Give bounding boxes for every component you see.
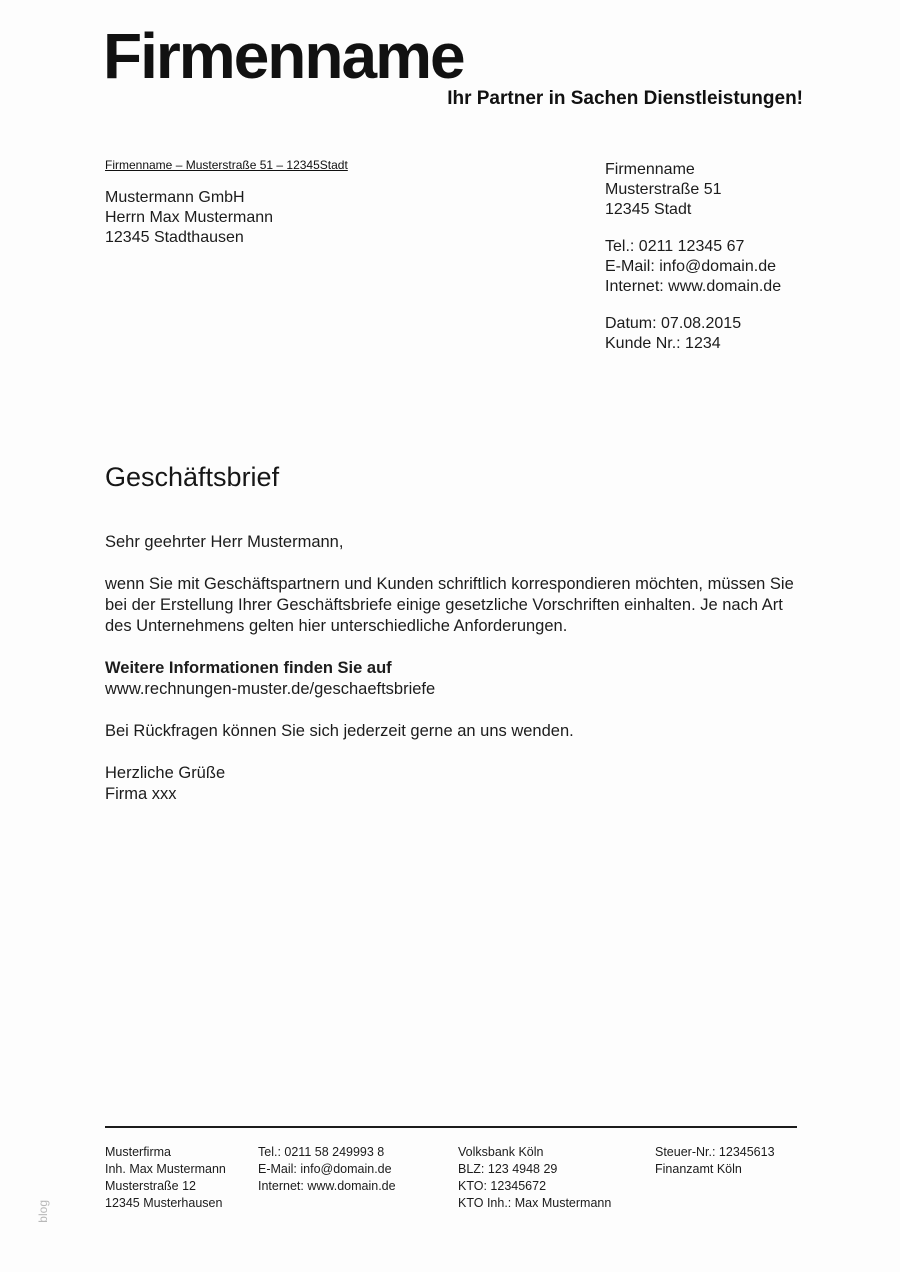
company-name: Firmenname [103,20,464,92]
footer-line: Volksbank Köln [458,1145,544,1159]
sender-contact [605,237,781,297]
salutation: Sehr geehrter Herr Mustermann, [105,533,344,551]
closing-block [105,763,797,805]
recipient-line: 12345 Stadthausen [105,229,244,246]
recipient-address-block [105,188,273,248]
footer-line: Musterstraße 12 [105,1179,197,1193]
letter-meta [605,314,781,354]
info-heading: Weitere Informationen finden Sie auf [105,659,392,677]
footer-tax-column [655,1144,797,1212]
footer-line: KTO: 12345672 [458,1179,547,1193]
sender-email: E-Mail: info@domain.de [605,258,776,275]
body-paragraph: wenn Sie mit Geschäftspartnern und Kunden schriftlich korrespondieren möchten, müssen Sie bei der Erstellung Ihrer Geschäftsbriefe einige gesetzliche Vorschriften einhalten. Je nach Art des Unternehmens gelten hier unterschiedliche Anforderungen. [105,575,794,635]
footer-line: Inh. Max Mustermann [105,1162,226,1176]
blog-watermark: blog [36,1200,50,1223]
footer-line: Steuer-Nr.: 12345613 [655,1145,775,1159]
closing-line: Herzliche Grüße [105,764,226,782]
footer-bank-column [458,1144,655,1212]
footer-company-column [105,1144,258,1212]
footer-line: E-Mail: info@domain.de [258,1162,392,1176]
letter-subject: Geschäftsbrief [105,462,280,492]
recipient-line: Mustermann GmbH [105,189,245,206]
sender-phone: Tel.: 0211 12345 67 [605,238,745,255]
footer-line: Finanzamt Köln [655,1162,742,1176]
info-url: www.rechnungen-muster.de/geschaeftsbriefe [105,680,436,698]
customer-number: Kunde Nr.: 1234 [605,335,721,352]
sender-address [605,160,781,220]
footer-line: BLZ: 123 4948 29 [458,1162,558,1176]
recipient-line: Herrn Max Mustermann [105,209,274,226]
signature-line: Firma xxx [105,785,177,803]
company-tagline: Ihr Partner in Sachen Dienstleistungen! [447,88,803,109]
sender-address-line: Musterstraße 51 [605,181,722,198]
sender-website: Internet: www.domain.de [605,278,782,295]
footer-line: Internet: www.domain.de [258,1179,396,1193]
body-paragraph: Bei Rückfragen können Sie sich jederzeit gerne an uns wenden. [105,722,574,740]
letter-date: Datum: 07.08.2015 [605,315,742,332]
letter-body [105,532,797,805]
sender-info-block [605,160,781,371]
footer-line: KTO Inh.: Max Mustermann [458,1196,612,1210]
sender-return-address: Firmenname – Musterstraße 51 – 12345Stadt [105,158,348,172]
sender-address-line: Firmenname [605,161,695,178]
footer-contact-column [258,1144,458,1212]
letter-footer [105,1126,797,1212]
sender-address-line: 12345 Stadt [605,201,692,218]
footer-line: Musterfirma [105,1145,171,1159]
footer-line: Tel.: 0211 58 249993 8 [258,1145,385,1159]
footer-line: 12345 Musterhausen [105,1196,223,1210]
